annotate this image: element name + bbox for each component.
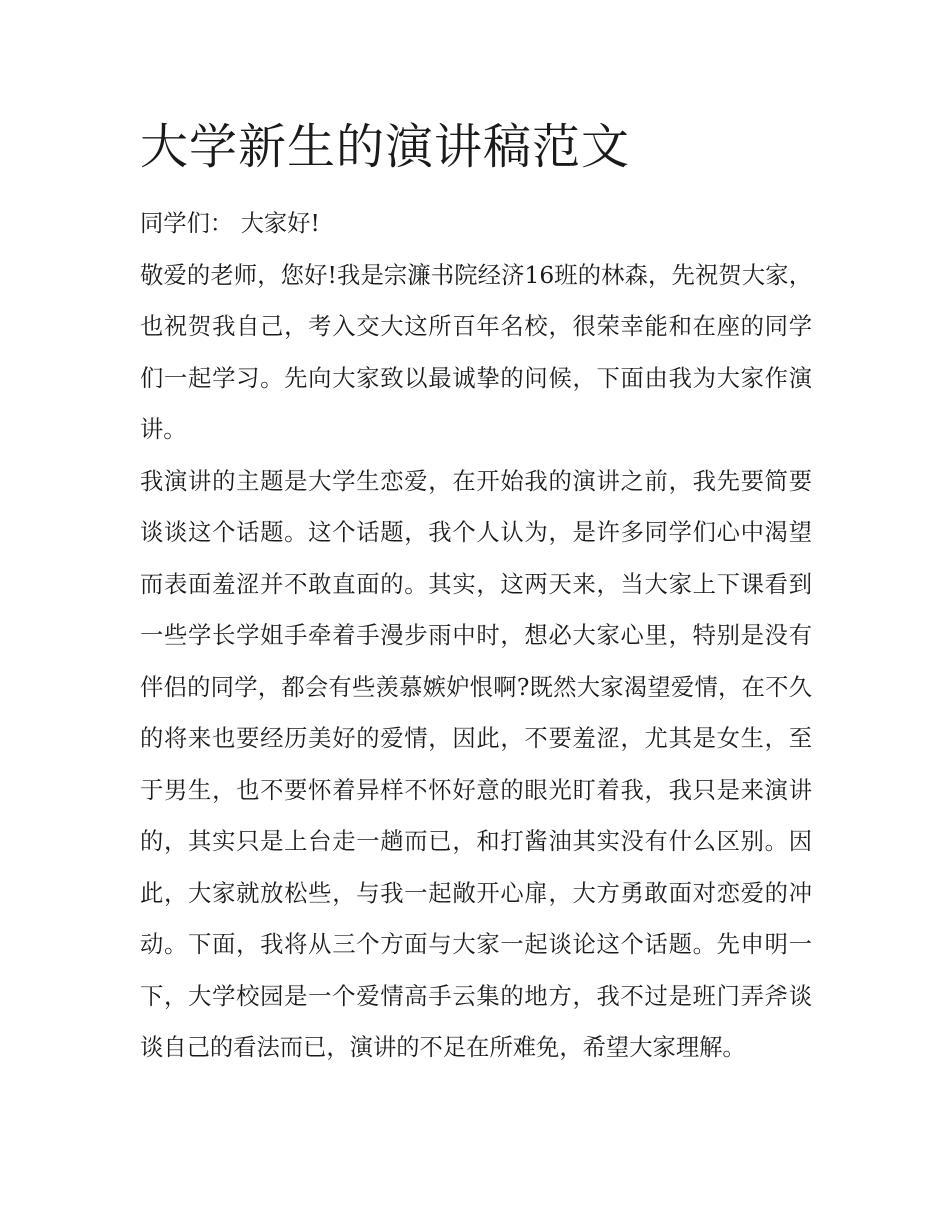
greeting-line: 同学们： 大家好! <box>140 210 320 237</box>
document-body <box>140 112 812 1074</box>
document-title: 大学新生的演讲稿范文 <box>140 119 631 175</box>
paragraph-introduction: 敬爱的老师，您好!我是宗濂书院经济16班的林森，先祝贺大家，也祝贺我自己，考入交大这所百年名校，很荣幸能和在座的同学们一起学习。先向大家致以最诚挚的问候，下面由我为大家作演讲。 <box>140 261 812 443</box>
paragraph-speech-topic: 我演讲的主题是大学生恋爱，在开始我的演讲之前，我先要简要谈谈这个话题。这个话题，我个人认为，是许多同学们心中渴望而表面羞涩并不敢直面的。其实，这两天来，当大家上下课看到一些学长学姐手牵着手漫步雨中时，想必大家心里，特别是没有伴侣的同学，都会有些羡慕嫉妒恨啊?既然大家渴望爱情，在不久的将来也要经历美好的爱情，因此，不要羞涩，尤其是女生，至于男生，也不要怀着异样不怀好意的眼光盯着我，我只是来演讲的，其实只是上台走一趟而已，和打酱油其实没有什么区别。因此，大家就放松些，与我一起敞开心扉，大方勇敢面对恋爱的冲动。下面，我将从三个方面与大家一起谈论这个话题。先申明一下，大学校园是一个爱情高手云集的地方，我不过是班门弄斧谈谈自己的看法而已，演讲的不足在所难免，希望大家理解。 <box>140 467 812 1061</box>
